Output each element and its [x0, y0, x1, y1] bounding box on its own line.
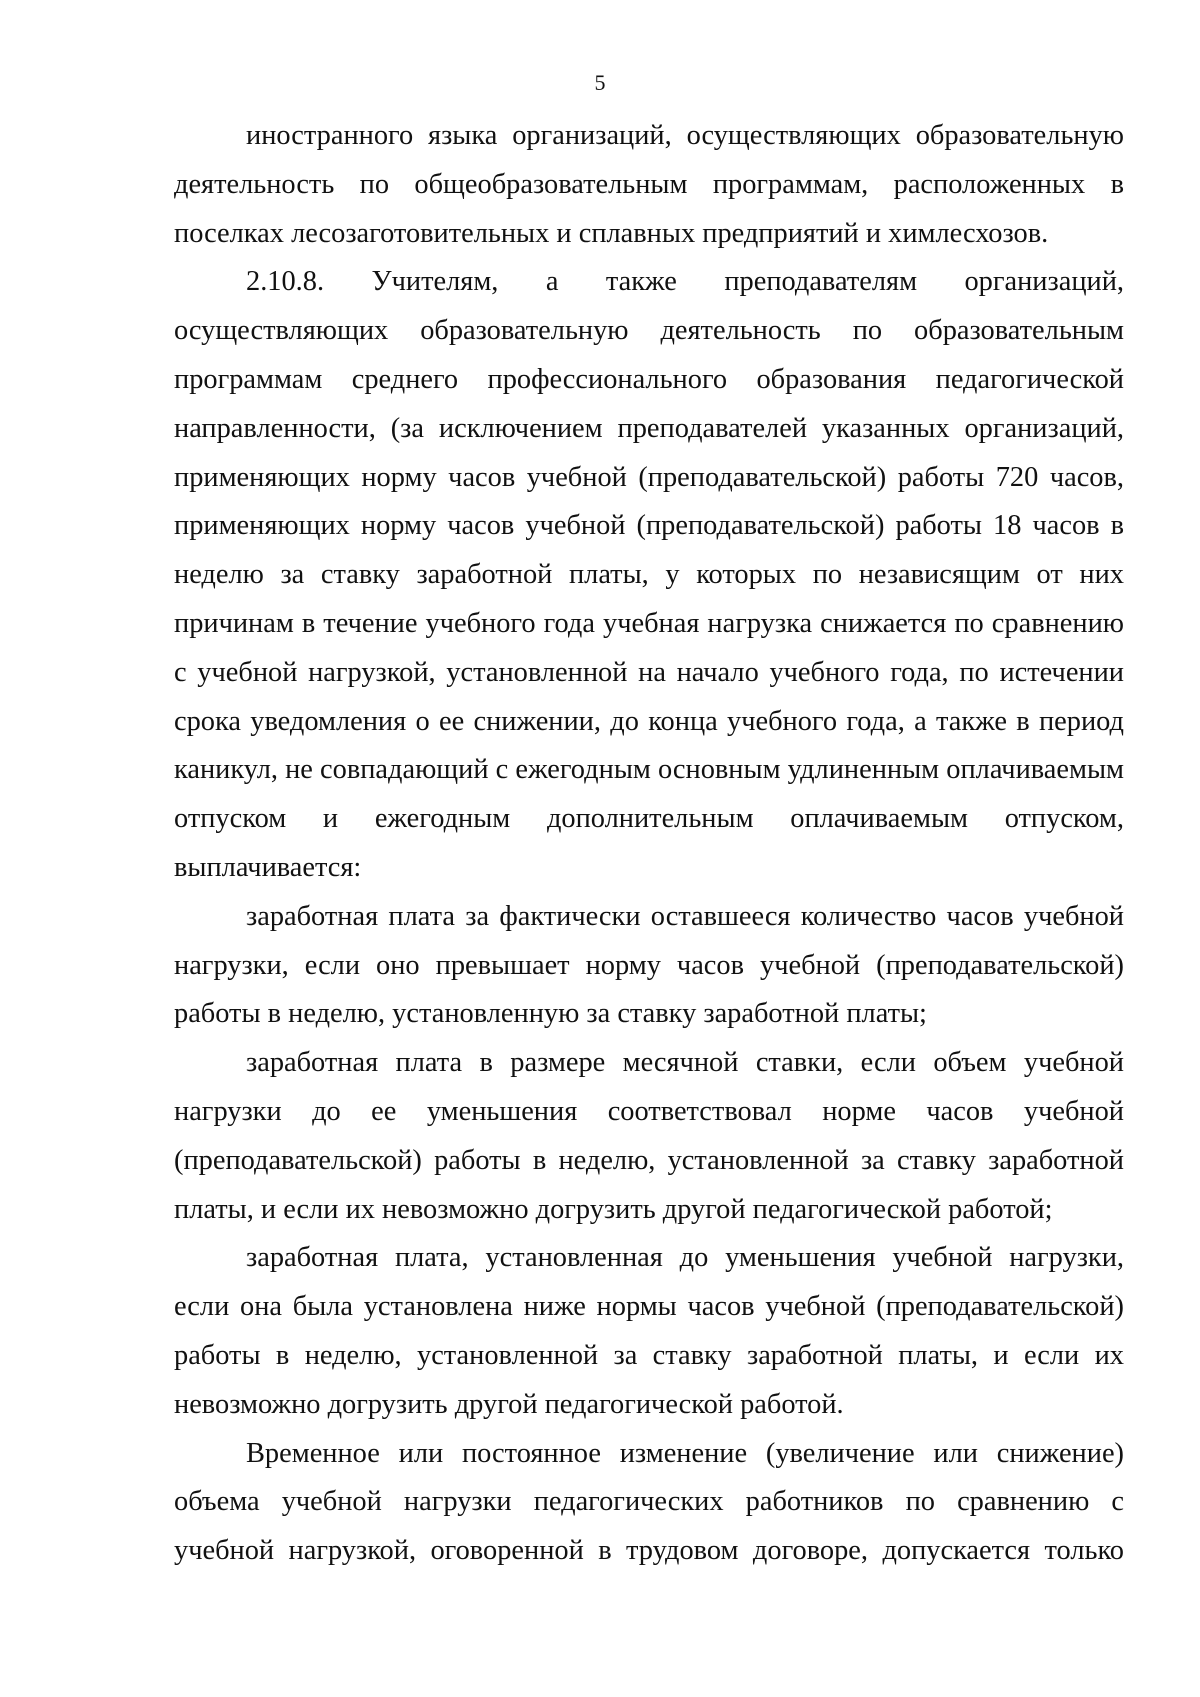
paragraph-workload-change: Временное или постоянное изменение (увеличение или снижение) объема учебной нагрузки педагогических работников по сравнению с учебной нагрузкой, оговоренной в трудовом договоре, допускается только — [174, 1437, 1124, 1567]
paragraph-payment-established-salary: заработная плата, установленная до уменьшения учебной нагрузки, если она была установлена ниже нормы часов учебной (преподавательской) работы в неделю, установленной за ставку заработной платы, и если их невозможно догрузить другой педагогической работой. — [174, 1242, 1124, 1420]
paragraph-payment-remaining-hours: заработная плата за фактически оставшееся количество часов учебной нагрузки, если оно превышает норму часов учебной (преподавательской) работы в неделю, установленную за ставку заработной платы; — [174, 900, 1124, 1030]
paragraph-continuation: иностранного языка организаций, осуществляющих образовательную деятельность по общеобразовательным программам, расположенных в поселках лесозаготовительных и сплавных предприятий и химлесхозов. — [174, 120, 1124, 249]
document-body — [174, 112, 1124, 1576]
paragraph-clause-2-10-8: 2.10.8. Учителям, а также преподавателям организаций, осуществляющих образовательную деятельность по образовательным программам среднего профессионального образования педагогической направленности, (за исключением преподавателей указанных организаций, применяющих норму часов учебной (преподавательской) работы 720 часов, применяющих норму часов учебной (преподавательской) работы 18 часов в неделю за ставку заработной платы, у которых по независящим от них причинам в течение учебного года учебная нагрузка снижается по сравнению с учебной нагрузкой, установленной на начало учебного года, по истечении срока уведомления о ее снижении, до конца учебного года, а также в период каникул, не совпадающий с ежегодным основным удлиненным оплачиваемым отпуском и ежегодным дополнительным оплачиваемым отпуском, выплачивается: — [174, 266, 1124, 883]
page-number: 5 — [594, 70, 606, 95]
paragraph-payment-monthly-rate: заработная плата в размере месячной ставки, если объем учебной нагрузки до ее уменьшения соответствовал норме часов учебной (преподавательской) работы в неделю, установленной за ставку заработной платы, и если их невозможно догрузить другой педагогической работой; — [174, 1047, 1124, 1225]
